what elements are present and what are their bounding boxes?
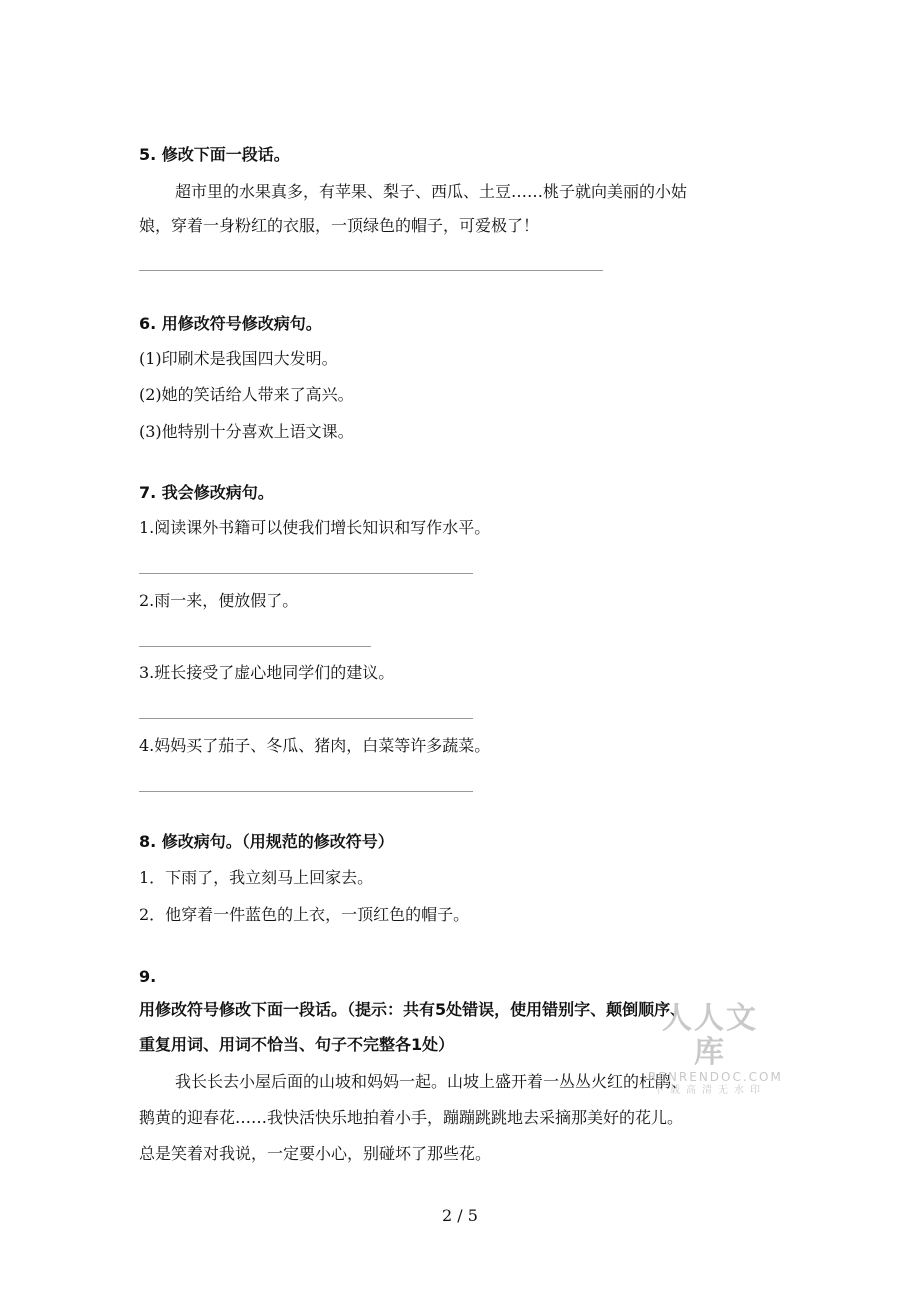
q7-item-2: 2.雨一来，便放假了。 bbox=[139, 591, 299, 610]
q5-heading: 5. 修改下面一段话。 bbox=[139, 145, 290, 164]
q5-paragraph-line-2: 娘，穿着一身粉红的衣服，一顶绿色的帽子，可爱极了！ bbox=[139, 216, 540, 235]
q7-answer-line-1 bbox=[139, 573, 473, 574]
q9-instruction-line-1: 用修改符号修改下面一段话。（提示：共有5处错误，使用错别字、颠倒顺序、 bbox=[139, 1000, 687, 1019]
q7-item-1: 1.阅读课外书籍可以使我们增长知识和写作水平。 bbox=[139, 518, 491, 537]
q6-item-2: (2)她的笑话给人带来了高兴。 bbox=[139, 385, 354, 404]
q6-item-3: (3)他特别十分喜欢上语文课。 bbox=[139, 422, 354, 441]
q9-paragraph-line-1: 我长长去小屋后面的山坡和妈妈一起。山坡上盛开着一丛丛火红的杜鹃、 bbox=[175, 1072, 688, 1091]
watermark-domain: RENRENDOC.COM bbox=[648, 1070, 783, 1084]
q7-heading: 7. 我会修改病句。 bbox=[139, 483, 274, 502]
q7-item-4: 4.妈妈买了茄子、冬瓜、猪肉，白菜等许多蔬菜。 bbox=[139, 736, 491, 755]
q8-heading: 8. 修改病句。（用规范的修改符号） bbox=[139, 832, 394, 851]
q7-answer-line-3 bbox=[139, 718, 473, 719]
watermark-brand: 人人文库 bbox=[662, 1001, 758, 1070]
watermark-logo bbox=[648, 1001, 783, 1098]
q7-item-3: 3.班长接受了虚心地同学们的建议。 bbox=[139, 663, 395, 682]
q8-item-2: 2．他穿着一件蓝色的上衣，一顶红色的帽子。 bbox=[139, 905, 470, 924]
q6-item-1: (1)印刷术是我国四大发明。 bbox=[139, 349, 338, 368]
q9-paragraph-line-3: 总是笑着对我说，一定要小心，别碰坏了那些花。 bbox=[139, 1144, 492, 1163]
q8-item-1: 1．下雨了，我立刻马上回家去。 bbox=[139, 868, 374, 887]
page-number: 2 / 5 bbox=[442, 1206, 478, 1225]
q5-answer-line bbox=[139, 270, 603, 271]
q5-paragraph-line-1: 超市里的水果真多，有苹果、梨子、西瓜、土豆……桃子就向美丽的小姑 bbox=[175, 182, 688, 201]
q9-instruction-line-2: 重复用词、用词不恰当、句子不完整各1处） bbox=[139, 1035, 455, 1054]
q7-answer-line-4 bbox=[139, 791, 473, 792]
q9-number: 9. bbox=[139, 967, 157, 986]
q6-heading: 6. 用修改符号修改病句。 bbox=[139, 314, 322, 333]
q9-paragraph-line-2: 鹅黄的迎春花……我快活快乐地拍着小手，蹦蹦跳跳地去采摘那美好的花儿。 bbox=[139, 1108, 684, 1127]
q7-answer-line-2 bbox=[139, 646, 371, 647]
watermark-slogan: 下载高清无水印 bbox=[654, 1085, 766, 1096]
